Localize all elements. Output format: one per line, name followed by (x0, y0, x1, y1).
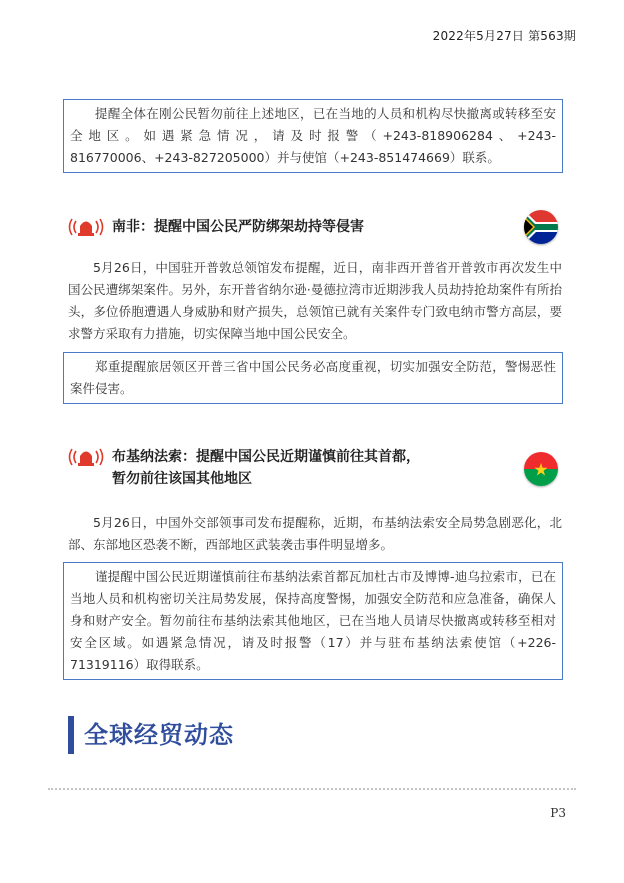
burkina-faso-notice-text: 谨提醒中国公民近期谨慎前往布基纳法索首都瓦加杜古市及博博-迪乌拉索市，已在当地人员和机构密切关注局势发展，保持高度警惕，加强安全防范和应急准备，确保人身和财产安全。暂勿前往布基纳法索其他地区，已在当地人员请尽快撤离或转移至相对安全区域。如遇紧急情况，请及时报警（17）并与驻布基纳法索使馆（+226-71319116）取得联系。 (70, 569, 556, 672)
page-number: P3 (550, 806, 566, 820)
burkina-faso-paragraph: 5月26日，中国外交部领事司发布提醒称，近期，布基纳法索安全局势急剧恶化，北部、东部地区恐袭不断，西部地区武装袭击事件明显增多。 (68, 515, 562, 552)
south-africa-flag-icon (524, 210, 558, 244)
south-africa-notice-text: 郑重提醒旅居领区开普三省中国公民务必高度重视，切实加强安全防范，警惕恶性案件侵害。 (70, 359, 556, 396)
top-notice-box (63, 99, 563, 173)
south-africa-heading (68, 216, 364, 238)
south-africa-body (68, 257, 562, 345)
alarm-bell-icon (68, 216, 104, 238)
issue-date-line: 2022年5月27日 第563期 (432, 29, 576, 43)
footer-divider (48, 788, 576, 790)
top-notice-text: 提醒全体在刚公民暂勿前往上述地区，已在当地的人员和机构尽快撤离或转移至安全地区。如遇紧急情况，请及时报警（+243-818906284、+243-816770006、+243-827205000）并与使馆（+243-851474669）联系。 (70, 106, 556, 165)
south-africa-paragraph: 5月26日，中国驻开普敦总领馆发布提醒，近日，南非西开普省开普敦市再次发生中国公民遭绑架案件。另外，东开普省纳尔逊·曼德拉湾市近期涉我人员劫持抢劫案件有所抬头，多位侨胞遭遇人身威胁和财产损失，总领馆已就有关案件专门致电纳市警方高层，要求警方采取有力措施，切实保障当地中国公民安全。 (68, 260, 562, 341)
alarm-bell-icon (68, 446, 104, 468)
burkina-faso-notice-box (63, 562, 563, 680)
burkina-faso-flag-icon (524, 452, 558, 486)
burkina-faso-title-line2: 暂勿前往该国其他地区 (112, 471, 252, 487)
section-accent-bar (68, 716, 74, 754)
burkina-faso-heading (68, 446, 420, 490)
burkina-faso-title-line1: 布基纳法索：提醒中国公民近期谨慎前往其首都， (112, 449, 420, 465)
south-africa-notice-box (63, 352, 563, 404)
section-title: 全球经贸动态 (84, 721, 234, 749)
burkina-faso-body (68, 512, 562, 556)
south-africa-title: 南非：提醒中国公民严防绑架劫持等侵害 (112, 219, 364, 235)
burkina-faso-title (112, 446, 420, 490)
